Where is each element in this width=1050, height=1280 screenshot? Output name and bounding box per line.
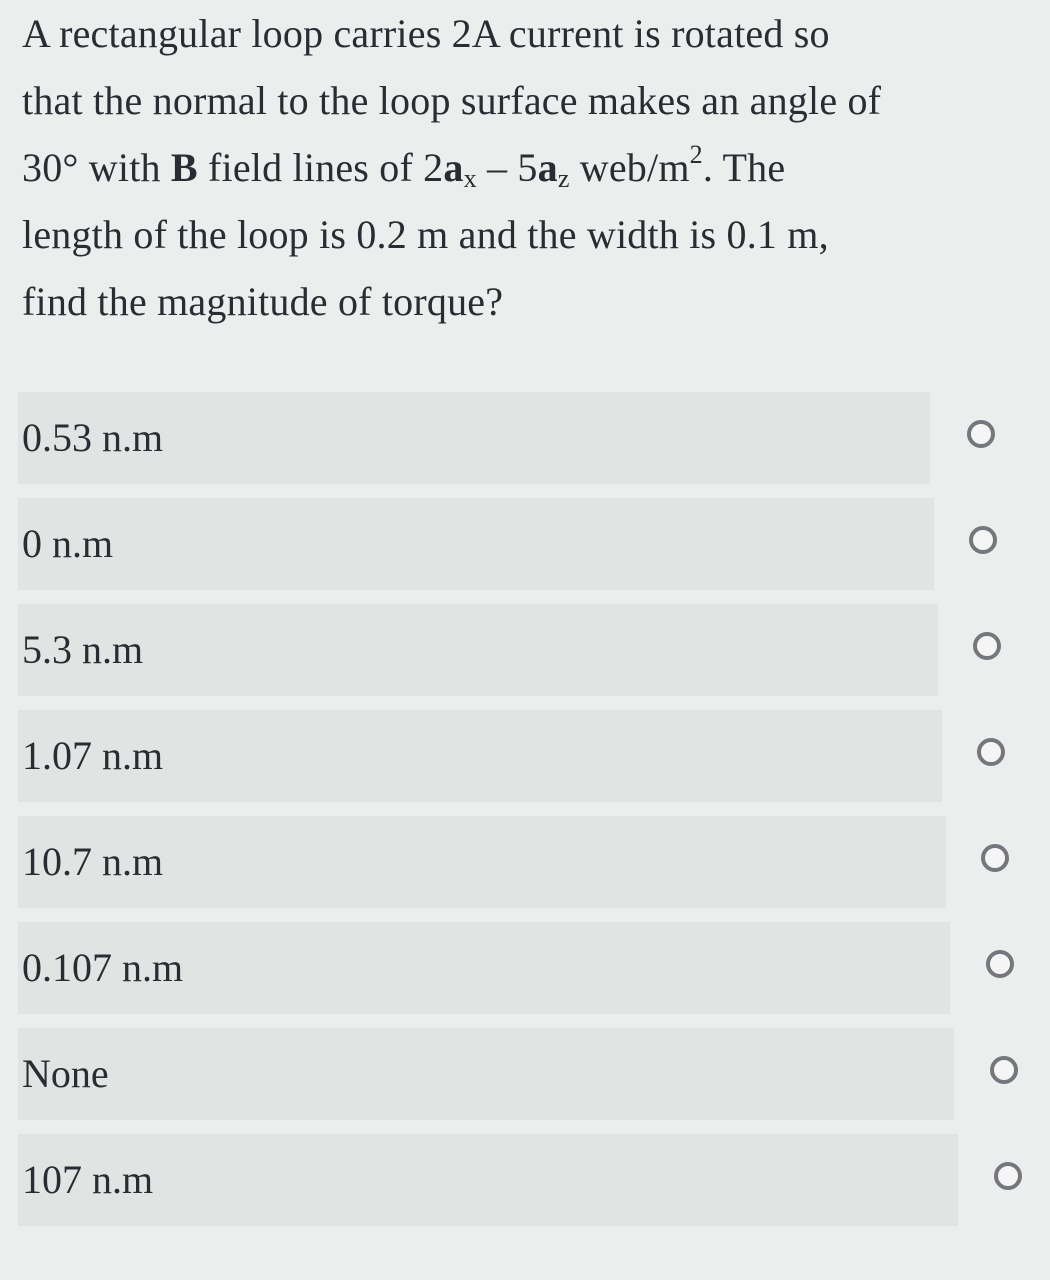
radio-button[interactable] [977,738,1005,766]
radio-button[interactable] [986,950,1014,978]
option-0-53[interactable] [0,392,1050,484]
question-line-2: that the normal to the loop surface makes an angle of [22,78,882,123]
question-line-1: A rectangular loop carries 2A current is rotated so [22,11,830,56]
question-line-5: find the magnitude of torque? [22,279,504,324]
radio-button[interactable] [969,526,997,554]
option-0[interactable] [0,498,1050,590]
option-107[interactable] [0,1134,1050,1226]
option-label: None [22,1051,109,1096]
question-text [22,0,1022,335]
answer-options [0,392,1050,1240]
option-label: 10.7 n.m [22,839,164,884]
radio-button[interactable] [990,1056,1018,1084]
radio-button[interactable] [981,844,1009,872]
option-label: 107 n.m [22,1157,154,1202]
option-10-7[interactable] [0,816,1050,908]
option-5-3[interactable] [0,604,1050,696]
radio-button[interactable] [994,1162,1022,1190]
radio-button[interactable] [973,632,1001,660]
option-label: 0.107 n.m [22,945,184,990]
option-label: 1.07 n.m [22,733,164,778]
question-line-4: length of the loop is 0.2 m and the width is 0.1 m, [22,212,829,257]
option-none[interactable] [0,1028,1050,1120]
option-0-107[interactable] [0,922,1050,1014]
question-line-3: 30° with B field lines of $2a_x - 5a_z$ web/$m^2$. The [22,140,786,193]
option-label: 0 n.m [22,521,114,566]
option-label: 0.53 n.m [22,415,164,460]
radio-button[interactable] [967,420,995,448]
option-label: 5.3 n.m [22,627,144,672]
option-1-07[interactable] [0,710,1050,802]
